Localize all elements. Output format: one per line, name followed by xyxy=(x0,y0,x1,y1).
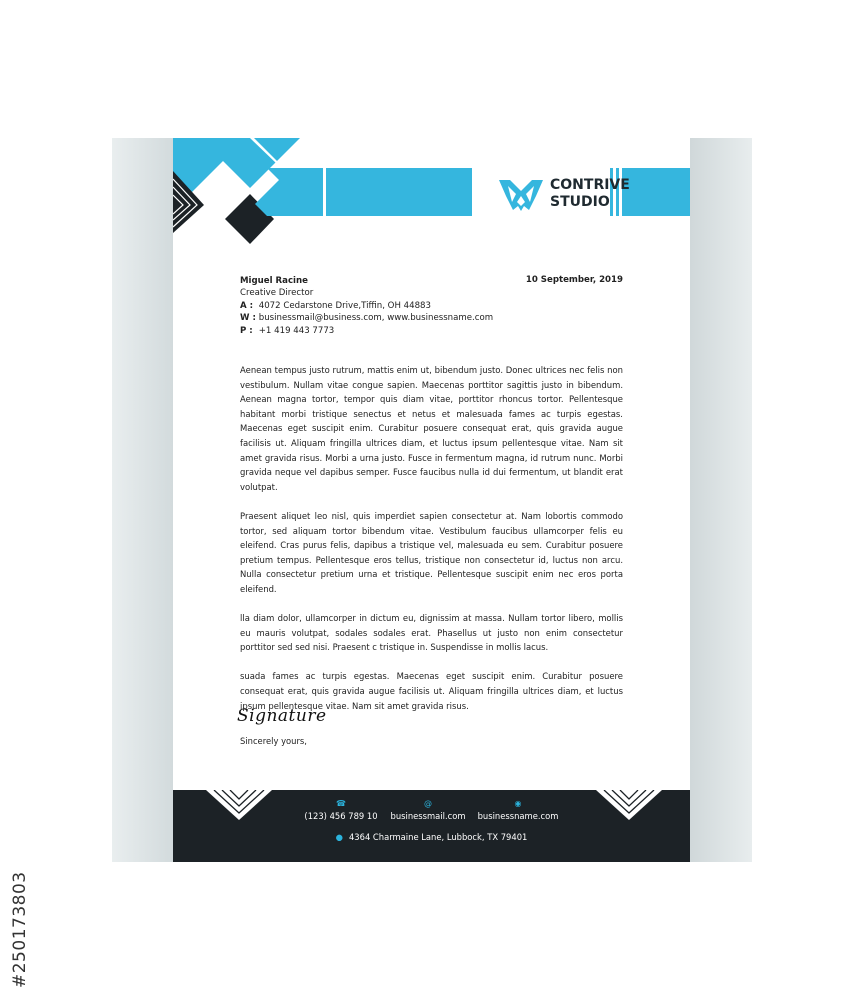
signature: Signature xyxy=(237,706,327,726)
body-paragraph-2: Praesent aliquet leo nisl, quis imperdiet sapien consectetur at. Nam lobortis commodo tortor, sed aliquam tortor bibendum vitae. Vestibulum faucibus ullamcorper felis eu eleifend. Cras purus felis, dapibus a tristique vel, malesuada eu sem. Curabitur posuere pretium tempus. Pellentesque eros tellus, tristique non consectetur id, luctus non arcu. Nulla consectetur pretium urna et tristique. Pellentesque suscipit enim nec eros porta eleifend. xyxy=(240,510,623,594)
sender-phone: +1 419 443 7773 xyxy=(258,325,335,336)
letter-body xyxy=(240,363,623,728)
brand-line-1: CONTRIVE xyxy=(550,177,630,193)
footer-web xyxy=(473,799,563,821)
sender-phone-row xyxy=(240,325,493,337)
sender-name: Miguel Racine xyxy=(240,276,308,286)
footer-bar xyxy=(173,790,690,862)
footer-phone-text: (123) 456 789 10 xyxy=(304,811,378,821)
footer-phone xyxy=(301,799,381,821)
body-paragraph-4: suada fames ac turpis egestas. Maecenas eget suscipit enim. Curabitur posuere consequat erat, quis gravida augue facilisis ut. Aliquam fringilla ultrices diam, et luctus ipsum pellentesque vitae. Nam sit amet gravida risus. xyxy=(240,671,623,711)
sender-title: Creative Director xyxy=(240,288,314,299)
paper-shadow-right xyxy=(688,138,752,862)
sender-web: businessmail@business.com, www.businessname.com xyxy=(258,313,494,324)
brand-logo-icon xyxy=(498,178,544,212)
footer-email-text: businessmail.com xyxy=(390,811,466,821)
footer-chevron-right xyxy=(596,790,662,820)
globe-icon: ◉ xyxy=(514,799,522,808)
location-pin-icon: ● xyxy=(335,832,343,842)
paper-shadow-left xyxy=(112,138,174,862)
stock-id-watermark xyxy=(6,760,34,990)
sender-block xyxy=(240,275,493,337)
sender-address: 4072 Cedarstone Drive,Tiffin, OH 44883 xyxy=(258,300,431,311)
letter-date: 10 September, 2019 xyxy=(525,275,623,285)
phone-icon: ☎ xyxy=(336,799,346,808)
stock-id-text: #250173803 xyxy=(10,871,30,988)
sender-address-row xyxy=(240,300,493,312)
footer-address xyxy=(173,832,690,842)
footer-email xyxy=(386,799,470,821)
footer-chevron-left xyxy=(206,790,272,820)
letterhead-page xyxy=(173,138,690,862)
phone-label: P : xyxy=(240,325,253,336)
body-paragraph-3: lla diam dolor, ullamcorper in dictum eu, dignissim at massa. Nullam tortor libero, mollis eu mauris volutpat, sodales sodales erat. Phasellus ut justo non enim consectetur porttitor sed sed nisi. Praesent c tristique in. Suspendisse in mollis lacus. xyxy=(240,613,623,653)
sender-web-row xyxy=(240,312,493,324)
closing-text: Sincerely yours, xyxy=(240,736,307,746)
brand-line-2: STUDIO xyxy=(550,194,610,210)
address-label: A : xyxy=(240,300,254,311)
footer-web-text: businessname.com xyxy=(477,811,559,821)
body-paragraph-1: Aenean tempus justo rutrum, mattis enim ut, bibendum justo. Donec ultrices nec felis non vestibulum. Nullam vitae congue sapien. Maecenas porttitor sagittis justo in bibendum. Aenean magna tortor, tempor quis diam vitae, porttitor rhoncus tortor. Pellentesque habitant morbi tristique senectus et netus et malesuada fames ac turpis egestas. Maecenas eget suscipit enim. Curabitur posuere consequat erat, quis gravida augue facilisis ut. Aliquam fringilla ultrices diam, et luctus ipsum pellentesque vitae. Nam sit amet gravida risus. Morbi a urna justo. Fusce in fermentum magna, id rutrum nunc. Morbi gravida neque vel dapibus semper. Fusce faucibus nulla id dui fermentum, ut blandit erat volutpat. xyxy=(240,365,623,492)
web-label: W : xyxy=(240,313,256,324)
brand-name xyxy=(550,177,630,211)
at-icon: @ xyxy=(424,799,432,808)
footer-address-text: 4364 Charmaine Lane, Lubbock, TX 79401 xyxy=(348,832,528,842)
